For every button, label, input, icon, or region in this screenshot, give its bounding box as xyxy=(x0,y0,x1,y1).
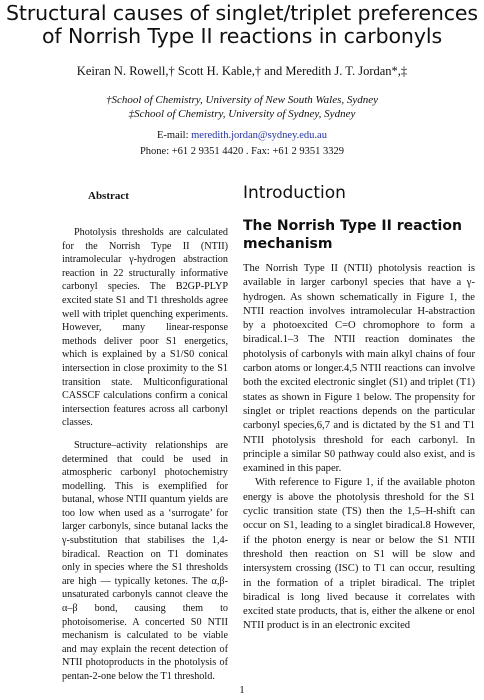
abstract-body xyxy=(62,226,228,693)
abstract-paragraph-2: Structure–activity relationships are determined that could be used in atmospheric carbonyl photochemistry modelling. This is exemplified for butanal, whose NTII quantum yields are too low when used as a ‘surrogate’ for larger carbonyls, since butanal lacks the γ-substitution that stabilises the 1,4-biradical. Reaction on T1 dominates only in species where the S1 thresholds are high — typically ketones. The α,β-unsaturated carbonyls cannot cleave the α–β bond, causing them to photoisomerise. A concerted S0 NTII mechanism is calculated to be viable and may explain the recent detection of NTII photoproducts in the photolysis of pentan-2-one below the T1 threshold. xyxy=(62,439,228,682)
paper-title-line-2: of Norrish Type II reactions in carbonyls xyxy=(41,24,443,48)
affiliation-unsw: †School of Chemistry, University of New South Wales, Sydney xyxy=(105,94,379,106)
paper-title-line-1: Structural causes of singlet/triplet preferences xyxy=(5,1,478,25)
phone-fax-line: Phone: +61 2 9351 4420 . Fax: +61 2 9351 3329 xyxy=(139,146,345,157)
affiliation-usyd: ‡School of Chemistry, University of Sydney, Sydney xyxy=(128,108,356,120)
introduction-paragraph-2: With reference to Figure 1, if the available photon energy is above the photolysis threshold for the S1 cyclic transition state (TS) then the 1,5–H-shift can occur on S1, leading to a singlet biradical.8 However, if the photon energy is near or below the S1 NTII threshold then reaction on S1 will be slow and intersystem crossing (ISC) to T1 can occur, resulting in the formation of a triplet biradical. The triplet biradical is long lived because it correlates with excited state products, that is, either the alkene or enol NTII product is in an electronic excited xyxy=(243,477,475,632)
paper-title xyxy=(0,2,484,48)
introduction-paragraph-1: The Norrish Type II (NTII) photolysis reaction is available in larger carbonyl species that have a γ-hydrogen. As shown schematically in Figure 1, the NTII reaction involves intramolecular H-abstraction by a photoexcited C=O chromophore to form a biradical.1–3 The NTII reaction dominates the photolysis of carbonyls with main alkyl chains of four carbon atoms or longer.4,5 NTII reactions can involve both the excited electronic singlet (S1) and triplet (T1) states as shown in Figure 1 below. The propensity for singlet or triplet reactions depends on the particular carbonyl species,6,7 and is dictated by the S1 and T1 NTII photolysis threshold for each carbonyl. In principle a similar S0 pathway could also exist, and is examined in this paper. xyxy=(243,263,475,475)
abstract-paragraph-1: Photolysis thresholds are calculated for the Norrish Type II (NTII) intramolecular γ-hydrogen abstraction reaction in 22 structurally informative carbonyl species. The B2GP-PLYP excited state S1 and T1 thresholds agree well with triplet quenching experiments. However, many linear-response methods deliver poor S1 energetics, which is explained by a S1/S0 conical intersection in close proximity to the S1 transition state. Multiconfigurational CASSCF calculations confirm a conical intersection features across all carbonyl classes. xyxy=(62,227,228,429)
author-list: Keiran N. Rowell,† Scott H. Kable,† and Meredith J. T. Jordan*,‡ xyxy=(76,64,408,78)
email-link[interactable]: meredith.jordan@sydney.edu.au xyxy=(191,130,327,141)
email-label: E-mail: xyxy=(157,130,189,141)
subsection-heading-ntii-mechanism: The Norrish Type II reaction mechanism xyxy=(243,218,462,252)
section-heading-introduction: Introduction xyxy=(243,183,346,203)
introduction-body xyxy=(243,262,475,634)
email-line xyxy=(0,130,484,141)
page-number: 1 xyxy=(239,684,245,696)
abstract-heading: Abstract xyxy=(88,190,129,202)
